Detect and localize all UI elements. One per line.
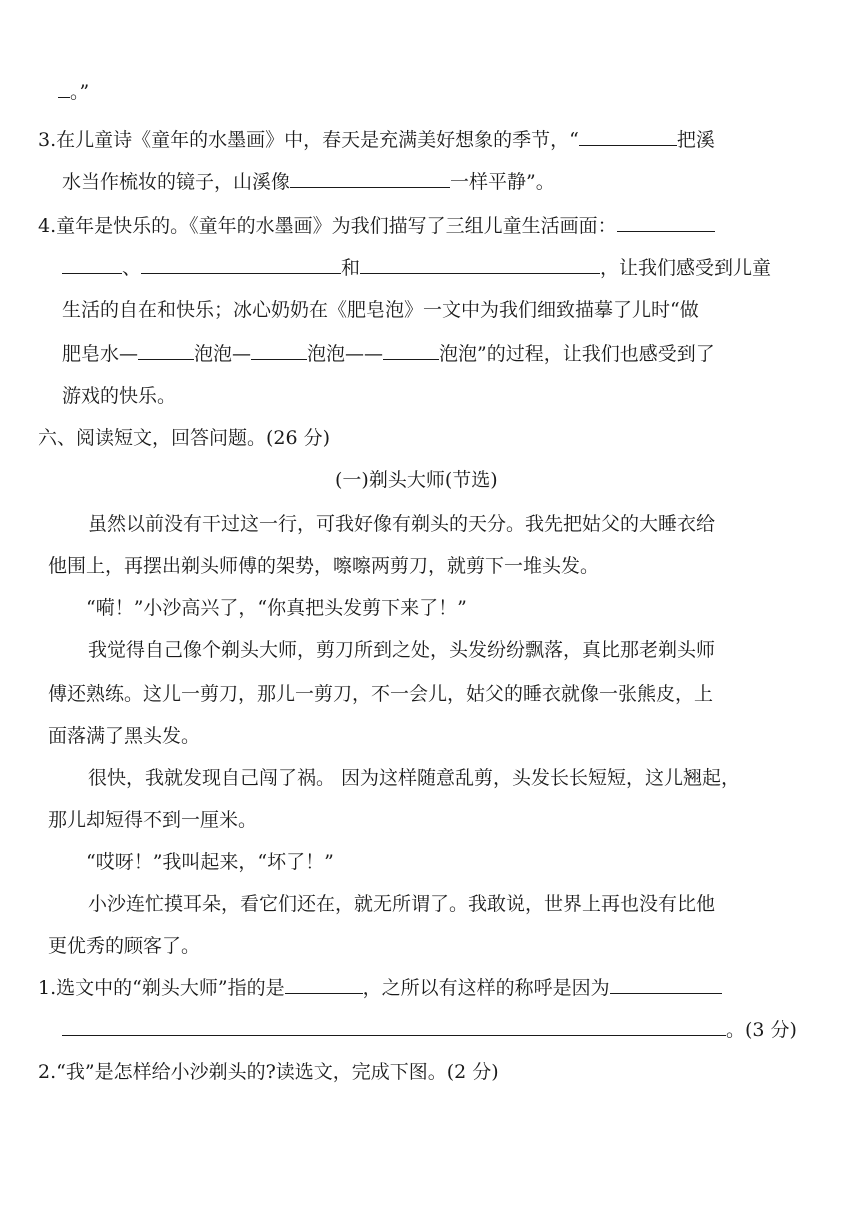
reading-question-1-line-1: 1.选文中的“剃头大师”指的是 ，之所以有这样的称呼是因为 [38, 974, 722, 1002]
answer-blank[interactable] [138, 341, 194, 360]
passage-line: 我觉得自己像个剃头大师，剪刀所到之处，头发纷纷飘落，真比那老剃头师 [88, 639, 716, 661]
question-4-line-4: 肥皂水— 泡泡— 泡泡—— 泡泡”的过程，让我们也感受到了 [62, 343, 715, 365]
passage-line: 更优秀的顾客了。 [48, 935, 201, 957]
passage-line: “嗬！”小沙高兴了，“你真把头发剪下来了！” [86, 597, 467, 619]
question-number: 3. [38, 129, 57, 151]
passage-line: 虽然以前没有干过这一行，可我好像有剃头的天分。我先把姑父的大睡衣给 [88, 513, 716, 535]
passage-line: 那儿却短得不到一厘米。 [48, 809, 258, 831]
answer-blank[interactable] [285, 975, 363, 994]
passage-line: 很快，我就发现自己闯了祸。 因为这样随意乱剪，头发长长短短，这儿翘起， [88, 767, 741, 789]
answer-blank[interactable] [610, 975, 722, 994]
answer-blank[interactable] [579, 127, 677, 146]
passage-line: 小沙连忙摸耳朵，看它们还在，就无所谓了。我敢说，世界上再也没有比他 [88, 893, 716, 915]
question-4-line-5: 游戏的快乐。 [62, 385, 177, 407]
answer-blank[interactable] [58, 79, 70, 98]
answer-blank[interactable] [290, 169, 450, 188]
question-number: 2. [38, 1061, 57, 1083]
question-4-line-3: 生活的自在和快乐；冰心奶奶在《肥皂泡》一文中为我们细致描摹了儿时“做 [62, 299, 699, 321]
question-number: 4. [38, 215, 57, 237]
passage-line: 傅还熟练。这儿一剪刀，那儿一剪刀，不一会儿，姑父的睡衣就像一张熊皮，上 [48, 683, 714, 705]
reading-question-2: 2.“我”是怎样给小沙剃头的?读选文，完成下图。(2 分) [38, 1061, 499, 1083]
answer-blank[interactable] [251, 341, 307, 360]
question-number: 1. [38, 977, 57, 999]
question-4-line-2: 、 和 ，让我们感受到儿童 [62, 254, 771, 282]
answer-blank[interactable] [62, 255, 122, 274]
answer-blank[interactable] [360, 255, 600, 274]
question-3-line-2: 水当作梳妆的镜子，山溪像 一样平静”。 [62, 171, 555, 193]
passage-line: “哎呀！”我叫起来，“坏了！” [86, 851, 334, 873]
passage-line: 他围上，再摆出剃头师傅的架势，嚓嚓两剪刀，就剪下一堆头发。 [48, 555, 600, 577]
passage-title: (一)剃头大师(节选) [335, 469, 498, 491]
answer-blank[interactable] [617, 213, 715, 232]
question-3-line-1: 3.在儿童诗《童年的水墨画》中，春天是充满美好想象的季节，“ 把溪 [38, 129, 715, 151]
section-6-heading: 六、阅读短文，回答问题。(26 分) [38, 427, 331, 449]
answer-blank[interactable] [62, 1017, 726, 1036]
answer-blank[interactable] [141, 255, 341, 274]
answer-blank[interactable] [383, 341, 439, 360]
question-4-line-1: 4.童年是快乐的。《童年的水墨画》为我们描写了三组儿童生活画面： [38, 212, 715, 240]
passage-line: 面落满了黑头发。 [48, 725, 201, 747]
top-fragment: 。” [58, 78, 89, 106]
reading-question-1-line-2: 。(3 分) [62, 1016, 797, 1044]
